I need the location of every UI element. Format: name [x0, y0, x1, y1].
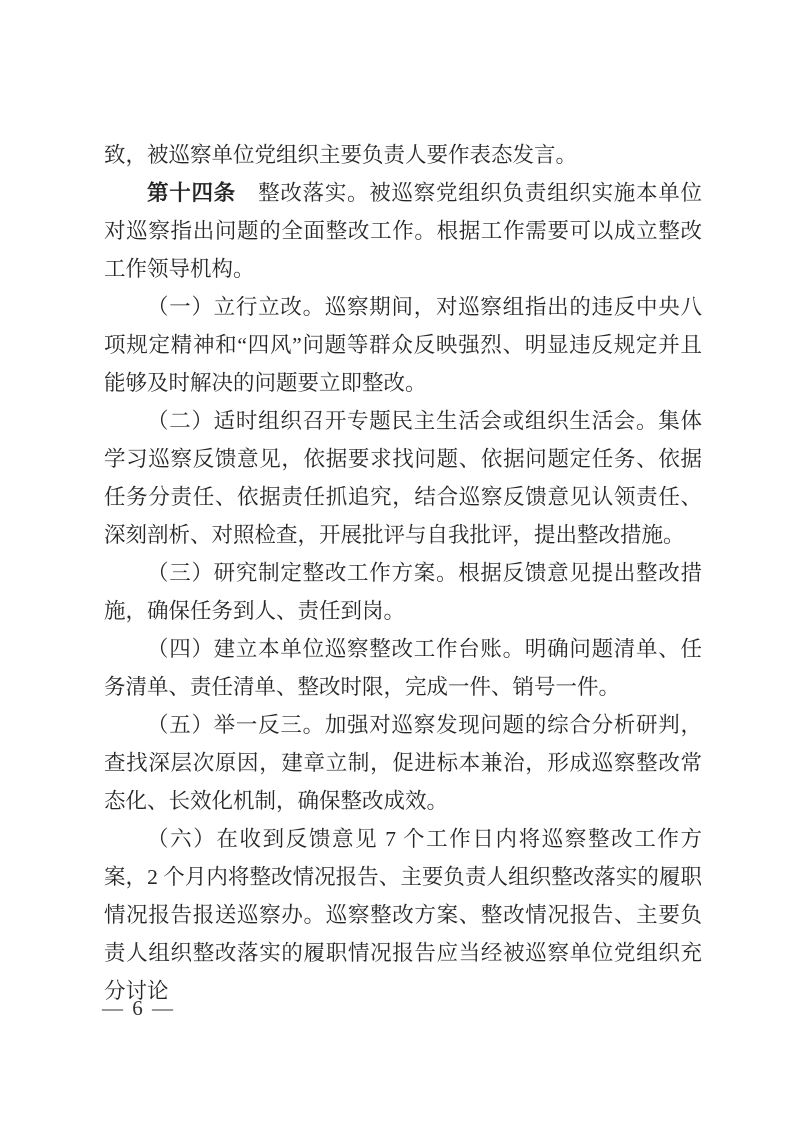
- page-footer: [102, 996, 175, 1021]
- paragraph-item-2: [104, 402, 702, 554]
- paragraph-item-3: [104, 554, 702, 630]
- document-body: [104, 136, 702, 1010]
- paragraph-text: 整改落实。被巡察党组织负责组织实施本单位对巡察指出问题的全面整改工作。根据工作需要可以成立整改工作领导机构。: [104, 181, 702, 281]
- paragraph-item-5: [104, 706, 702, 820]
- article-number-heading: 第十四条: [147, 181, 236, 205]
- paragraph-text: （五）举一反三。加强对巡察发现问题的综合分析研判，查找深层次原因，建章立制，促进标本兼治，形成巡察整改常态化、长效化机制，确保整改成效。: [104, 713, 702, 813]
- paragraph-text: （一）立行立改。巡察期间，对巡察组指出的违反中央八项规定精神和“四风”问题等群众反映强烈、明显违反规定并且能够及时解决的问题要立即整改。: [104, 295, 702, 395]
- paragraph-text: 致，被巡察单位党组织主要负责人要作表态发言。: [104, 143, 578, 167]
- paragraph-text: （四）建立本单位巡察整改工作台账。明确问题清单、任务清单、责任清单、整改时限，完成一件、销号一件。: [104, 637, 702, 699]
- paragraph-text: （六）在收到反馈意见 7 个工作日内将巡察整改工作方案，2 个月内将整改情况报告、主要负责人组织整改落实的履职情况报告报送巡察办。巡察整改方案、整改情况报告、主要负责人组织整改落实的履职情况报告应当经被巡察单位党组织充分讨论: [104, 827, 702, 1003]
- page-number: — 6 —: [102, 996, 175, 1020]
- paragraph-article-14: [104, 174, 702, 288]
- paragraph-text: （三）研究制定整改工作方案。根据反馈意见提出整改措施，确保任务到人、责任到岗。: [104, 561, 702, 623]
- paragraph-item-1: [104, 288, 702, 402]
- paragraph-continuation: [104, 136, 702, 174]
- paragraph-item-6: [104, 820, 702, 1010]
- paragraph-text: （二）适时组织召开专题民主生活会或组织生活会。集体学习巡察反馈意见，依据要求找问题、依据问题定任务、依据任务分责任、依据责任抓追究，结合巡察反馈意见认领责任、深刻剖析、对照检查，开展批评与自我批评，提出整改措施。: [104, 409, 702, 547]
- paragraph-item-4: [104, 630, 702, 706]
